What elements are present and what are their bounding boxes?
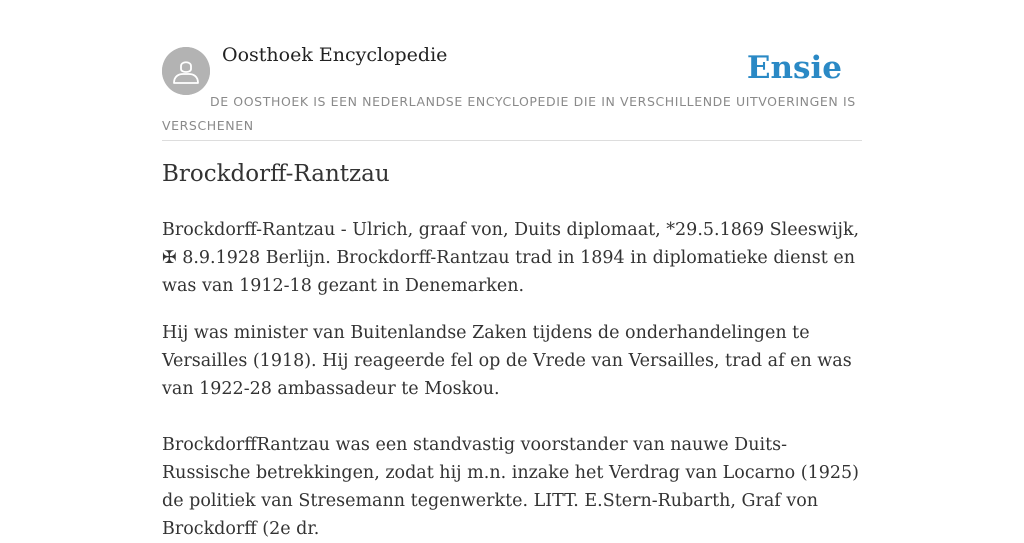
user-silhouette-icon[interactable] — [162, 47, 210, 95]
source-description: DE OOSTHOEK IS EEN NEDERLANDSE ENCYCLOPEDIE DIE IN VERSCHILLENDE UITVOERINGEN IS VERSCHENEN — [162, 94, 856, 133]
article-paragraph-2: Hij was minister van Buitenlandse Zaken tijdens de onderhandelingen te Versailles (1918). Hij reageerde fel op de Vrede van Versailles, trad af en was van 1922-28 ambassadeur te Moskou. — [162, 323, 852, 399]
source-header — [162, 0, 862, 141]
article-title: Brockdorff-Rantzau — [162, 161, 390, 187]
page-container — [162, 0, 862, 539]
source-name-link[interactable]: Oosthoek Encyclopedie — [222, 44, 448, 66]
ensie-logo-link[interactable]: Ensie — [746, 50, 842, 86]
article-paragraph-3: BrockdorffRantzau was een standvastig voorstander van nauwe Duits-Russische betrekkingen, zodat hij m.n. inzake het Verdrag van Locarno (1925) de politiek van Stresemann tegenwerkte. LITT. E.Stern-Rubarth, Graf von Brockdorff (2e dr. — [162, 435, 859, 539]
article-paragraph-1: Brockdorff-Rantzau - Ulrich, graaf von, Duits diplomaat, *29.5.1869 Sleeswijk, ✠ 8.9.1928 Berlijn. Brockdorff-Rantzau trad in 1894 in diplomatieke dienst en was van 1912-18 gezant in Denemarken. — [162, 220, 860, 296]
avatar-graphic — [162, 47, 210, 95]
